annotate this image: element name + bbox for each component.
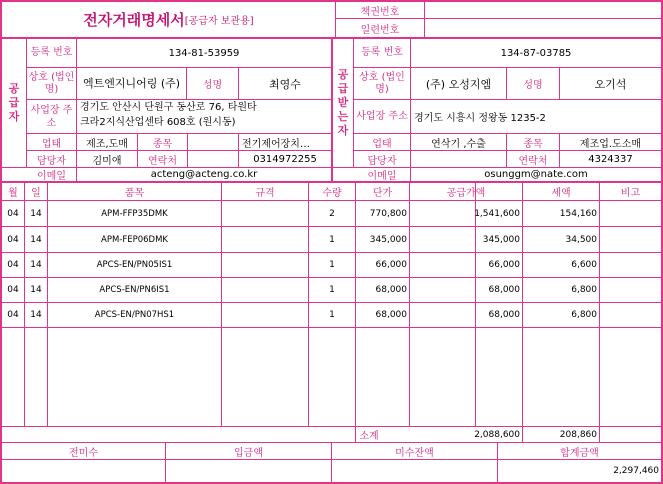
row-3-month: 04 <box>7 285 19 295</box>
supplier-manager-label: 담당자 <box>37 155 66 167</box>
row-2-day: 14 <box>30 260 42 270</box>
col-qty: 수량 <box>322 188 342 199</box>
col-month: 월 <box>8 188 18 199</box>
row-3-supply: 68,000 <box>488 285 520 295</box>
row-1-month: 04 <box>7 234 19 245</box>
footer-unpaid-label: 미수잔액 <box>395 447 434 459</box>
supplier-business-item-label: 종목 <box>152 138 173 150</box>
supplier-contact-label: 연락처 <box>148 155 177 167</box>
supplier-representative: 최영수 <box>269 77 301 91</box>
supplier-business-type-label: 업태 <box>41 138 62 150</box>
row-2-supply: 66,000 <box>488 260 520 270</box>
row-4-tax: 6,800 <box>571 310 597 320</box>
row-3-unit-price: 68,000 <box>375 285 407 295</box>
col-note: 비고 <box>620 188 641 199</box>
row-2-item: APCS-EN/PN05IS1 <box>96 260 173 270</box>
buyer-email: osunggm@nate.com <box>484 169 588 180</box>
row-1-qty: 1 <box>329 234 335 245</box>
buyer-business-type: 연삭기 ,수출 <box>431 138 486 150</box>
buyer-business-item: 제조업.도소매 <box>579 138 642 150</box>
supplier-contact: 0314972255 <box>253 153 317 165</box>
document-title: 전자거래명세서 [공급자 보관용] <box>83 11 254 29</box>
supplier-company-name: 엑트엔지니어링 (주) <box>82 76 181 90</box>
supplier-business-type: 제조,도매 <box>86 138 128 150</box>
supplier-side-label: 공 급 자 <box>8 82 20 123</box>
footer-total-label: 합계금액 <box>560 447 599 459</box>
row-0-unit-price: 770,800 <box>369 208 407 219</box>
buyer-rep-label: 성명 <box>523 80 543 91</box>
row-4-month: 04 <box>7 310 19 320</box>
supplier-address-label: 사업장 주소 <box>30 104 73 129</box>
footer-paid-label: 입금액 <box>234 447 263 459</box>
buyer-manager-label: 담당자 <box>367 155 397 167</box>
row-4-unit-price: 68,000 <box>375 310 407 320</box>
supplier-address: 경기도 안산시 단원구 동산로 76, 타원타 크라2지식산업센타 608호 (원시동) <box>80 102 257 128</box>
row-2-unit-price: 66,000 <box>375 260 407 270</box>
subtotal-label: 소계 <box>359 431 379 442</box>
row-0-qty: 2 <box>329 208 335 219</box>
serial-number-label: 일련번호 <box>360 24 400 36</box>
footer-previous-balance-label: 전미수 <box>69 447 98 459</box>
buyer-address: 경기도 시흥시 정왕동 1235-2 <box>414 113 546 124</box>
row-1-day: 14 <box>30 234 42 245</box>
supplier-business-item: 전기제어장치… <box>242 138 310 150</box>
buyer-reg-label: 등록 번호 <box>361 47 403 58</box>
row-0-supply: 1,541,600 <box>474 208 520 219</box>
row-2-qty: 1 <box>329 260 335 270</box>
supplier-reg-number: 134-81-53959 <box>168 47 240 59</box>
row-0-day: 14 <box>30 208 42 219</box>
row-3-item: APCS-EN/PN6IS1 <box>99 285 170 295</box>
supplier-email-label: 이메일 <box>37 171 66 181</box>
book-number-label: 책권번호 <box>360 6 400 18</box>
buyer-representative: 오기석 <box>594 77 627 91</box>
buyer-business-item-label: 종목 <box>523 138 543 150</box>
col-spec: 규격 <box>255 188 275 199</box>
buyer-company-name: (주) 오성지엠 <box>425 77 492 91</box>
row-1-supply: 345,000 <box>482 234 520 245</box>
buyer-contact-label: 연락처 <box>518 155 548 167</box>
supplier-name-label: 상호 (법인명) <box>28 71 75 95</box>
row-0-tax: 154,160 <box>559 208 597 219</box>
col-supply-value: 공급가액 <box>446 188 486 199</box>
row-0-item: APM-FFP35DMK <box>101 208 168 219</box>
row-3-tax: 6,800 <box>571 285 597 295</box>
row-3-day: 14 <box>30 285 42 295</box>
buyer-contact: 4324337 <box>588 153 633 165</box>
buyer-reg-number: 134-87-03785 <box>500 47 572 59</box>
buyer-side-label: 공 급 받 는 자 <box>337 68 349 137</box>
row-4-day: 14 <box>30 310 42 320</box>
buyer-name-label: 상호 (법인명) <box>359 71 405 95</box>
row-2-month: 04 <box>7 260 19 270</box>
subtotal-supply: 2,088,600 <box>474 429 520 440</box>
buyer-email-label: 이메일 <box>367 171 397 181</box>
row-0-month: 04 <box>7 208 19 219</box>
supplier-reg-label: 등록 번호 <box>30 47 73 58</box>
col-item: 품목 <box>124 188 145 199</box>
footer-total-amount: 2,297,460 <box>613 466 659 476</box>
row-4-supply: 68,000 <box>488 310 520 320</box>
row-3-qty: 1 <box>329 285 335 295</box>
row-1-tax: 34,500 <box>565 234 597 245</box>
col-unit-price: 단가 <box>372 188 393 199</box>
supplier-rep-label: 성명 <box>202 80 223 91</box>
row-1-unit-price: 345,000 <box>369 234 407 245</box>
buyer-address-label: 사업장 주소 <box>356 111 408 122</box>
col-tax: 세액 <box>551 188 571 199</box>
supplier-manager: 김미애 <box>92 155 122 167</box>
row-4-qty: 1 <box>329 310 335 320</box>
col-day: 일 <box>31 188 41 199</box>
row-4-item: APCS-EN/PN07HS1 <box>94 310 175 320</box>
supplier-email: acteng@acteng.co.kr <box>150 169 258 180</box>
buyer-business-type-label: 업태 <box>372 138 392 150</box>
document-subtitle: [공급자 보관용] <box>184 16 254 27</box>
row-2-tax: 6,600 <box>571 260 597 270</box>
subtotal-tax: 208,860 <box>559 429 597 440</box>
row-1-item: APM-FEP06DMK <box>101 234 168 245</box>
